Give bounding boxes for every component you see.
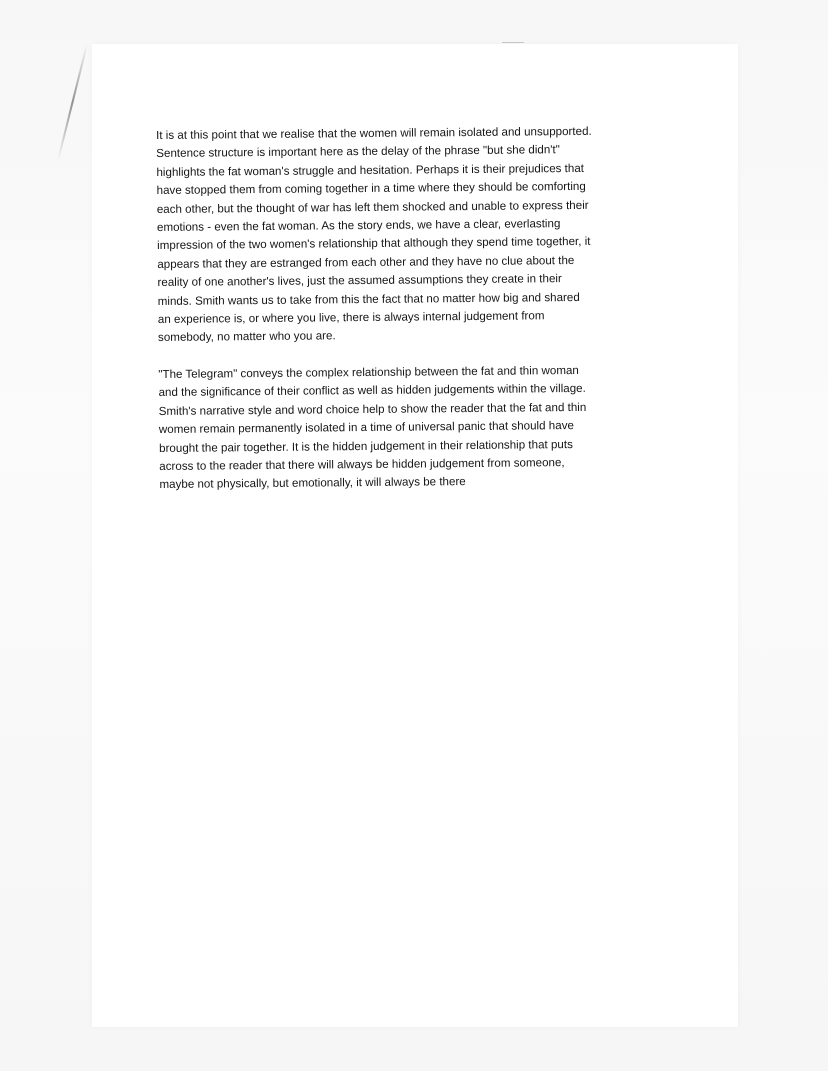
text-line: each other, but the thought of war has left them shocked and unable to express their	[156, 198, 589, 216]
text-line: impression of the two women's relationship that although they spend time together, it	[157, 235, 591, 253]
text-line: Smith's narrative style and word choice help to show the reader that the fat and thin	[158, 400, 587, 418]
text-line: reality of one another's lives, just the assumed assumptions they create in their	[157, 272, 562, 290]
text-line: emotions - even the fat woman. As the story ends, we have a clear, everlasting	[156, 217, 561, 235]
text-line: appears that they are estranged from each other and they have no clue about the	[157, 253, 575, 271]
text-line: Sentence structure is important here as the delay of the phrase "but she didn't"	[156, 143, 560, 161]
essay-paragraph-2	[158, 361, 659, 495]
text-line: brought the pair together. It is the hidden judgement in their relationship that puts	[159, 437, 573, 455]
text-line: minds. Smith wants us to take from this the fact that no matter how big and shared	[157, 290, 580, 308]
scan-artifact	[502, 42, 524, 43]
text-line: It is at this point that we realise that the women will remain isolated and unsupported.	[156, 124, 592, 142]
text-line: across to the reader that there will always be hidden judgement from someone,	[159, 455, 565, 473]
text-line: women remain permanently isolated in a time of universal panic that should have	[158, 419, 574, 437]
text-line: "The Telegram" conveys the complex relationship between the fat and thin woman	[158, 363, 579, 381]
essay-paragraph-1	[156, 122, 658, 348]
text-line: maybe not physically, but emotionally, it will always be there	[159, 475, 466, 492]
text-line: and the significance of their conflict as well as hidden judgements within the village.	[158, 382, 586, 400]
text-line: somebody, no matter who you are.	[157, 329, 336, 345]
text-line: highlights the fat woman's struggle and hesitation. Perhaps it is their prejudices that	[156, 161, 585, 179]
text-line: have stopped them from coming together in a time where they should be comforting	[156, 180, 586, 198]
essay-body	[156, 122, 660, 513]
text-line: an experience is, or where you live, there is always internal judgement from	[157, 309, 545, 327]
